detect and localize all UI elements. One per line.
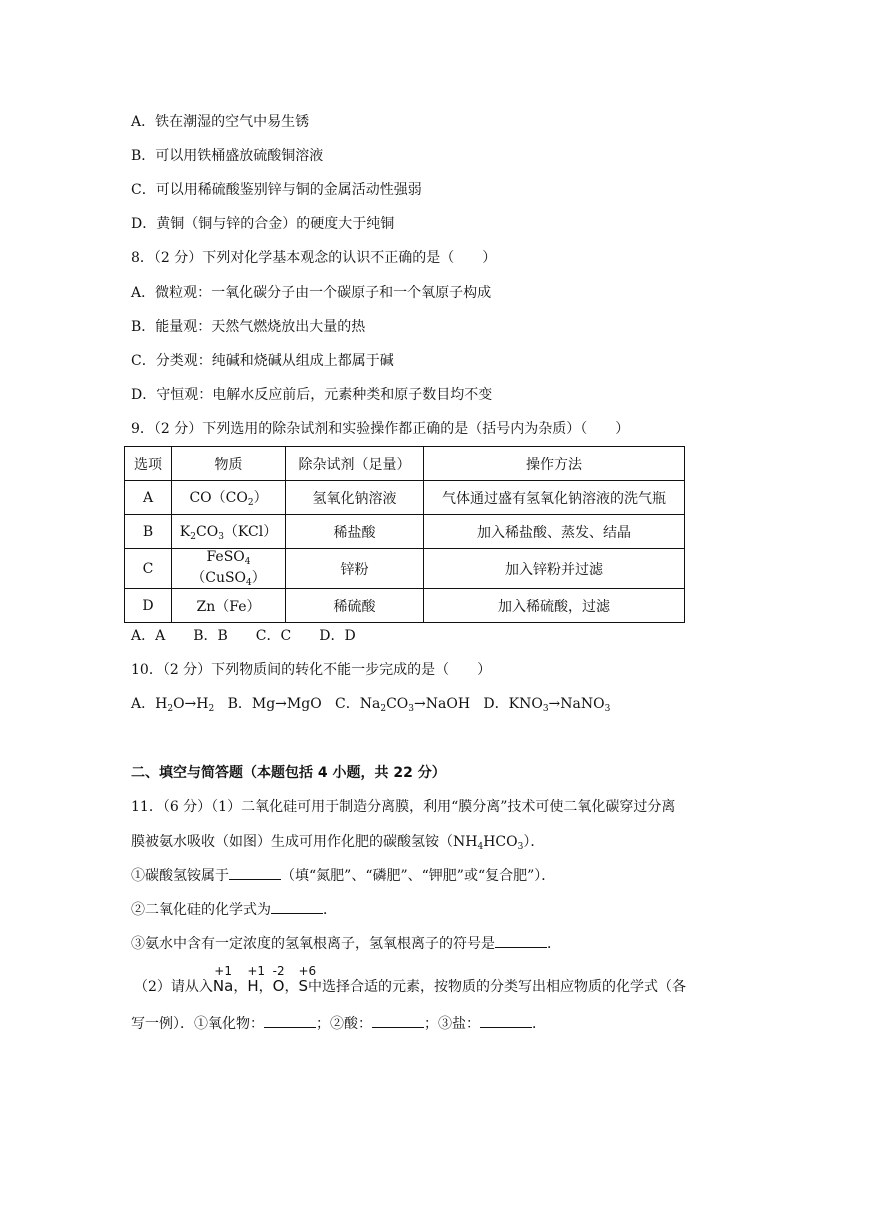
q11-line1: 11．（6 分）（1）二氧化硅可用于制造分离膜，利用“膜分离”技术可使二氧化碳穿过分离 — [131, 799, 676, 815]
table-row — [125, 515, 685, 549]
table-row — [125, 589, 685, 623]
q11-sub1: ①碳酸氢铵属于 （填“氮肥”、“磷肥”、“钾肥”或“复合肥”）． — [131, 868, 556, 884]
q10-stem: 10．（2 分）下列物质间的转化不能一步完成的是（ ） — [131, 662, 492, 678]
q11-part2-answers: 写一例）．①氧化物： ；②酸： ；③盐： ． — [131, 1016, 546, 1032]
q8-option-a: A．微粒观：一氧化碳分子由一个碳原子和一个氧原子构成 — [131, 285, 492, 301]
q10-option-b: B．Mg→MgO — [227, 696, 322, 712]
header-reagent: 除杂试剂（足量） — [286, 447, 424, 481]
q8-option-b: B．能量观：天然气燃烧放出大量的热 — [131, 319, 366, 335]
table-row — [125, 481, 685, 515]
answer-blank[interactable] — [264, 1015, 316, 1028]
row-substance: $K_2CO_3(KCl)$ — [172, 515, 286, 549]
row-reagent: 稀硫酸 — [286, 589, 424, 623]
q9-stem: 9．（2 分）下列选用的除杂试剂和实验操作都正确的是（括号内为杂质）（ ） — [131, 421, 630, 437]
row-method: 加入稀硫酸，过滤 — [424, 589, 685, 623]
answer-blank[interactable] — [229, 867, 281, 880]
element-o: -2 O — [272, 964, 285, 995]
q10-option-d: D．$KNO_3\to NaNO_3$ — [483, 696, 611, 714]
q10-option-c: C．$Na_2CO_3\to NaOH$ — [335, 696, 471, 714]
row-reagent: 稀盐酸 — [286, 515, 424, 549]
q7-option-a: A．铁在潮湿的空气中易生锈 — [131, 114, 310, 130]
answer-blank[interactable] — [495, 935, 547, 948]
row-option: C — [125, 549, 172, 589]
element-s: +6 S — [298, 964, 317, 995]
q8-option-c: C．分类观：纯碱和烧碱从组成上都属于碱 — [131, 353, 394, 369]
header-substance: 物质 — [172, 447, 286, 481]
row-substance: $CO(CO_2)$ — [172, 481, 286, 515]
row-method: 加入锌粉并过滤 — [424, 549, 685, 589]
q8-stem: 8．（2 分）下列对化学基本观念的认识不正确的是（ ） — [131, 250, 497, 266]
table-row — [125, 549, 685, 589]
row-option: A — [125, 481, 172, 515]
header-method: 操作方法 — [424, 447, 685, 481]
row-substance: Zn（Fe） — [172, 589, 286, 623]
q9-table — [124, 446, 685, 623]
q10-option-a: A．$H_2O\to H_2$ — [131, 696, 215, 714]
section-heading: 二、填空与简答题（本题包括 4 小题，共 22 分） — [131, 765, 446, 781]
q11-sub2: ②二氧化硅的化学式为 ． — [131, 902, 337, 918]
q10-options — [131, 695, 610, 718]
q11-sub3: ③氨水中含有一定浓度的氢氧根离子，氢氧根离子的符号是 ． — [131, 936, 561, 952]
element-h: +1 H — [247, 964, 266, 995]
q11-part2: （2）请从入 +1 Na， +1 H， -2 O， +6 S中选择合适的元素，按物质的分类写出相应物质的化学式（各 — [134, 964, 686, 995]
q11-line2: 膜被氨水吸收（如图）生成可用作化肥的碳酸氢铵$(NH_4HCO_3)$． — [131, 834, 545, 852]
row-reagent: 氢氧化钠溶液 — [286, 481, 424, 515]
row-method: 气体通过盛有氢氧化钠溶液的洗气瓶 — [424, 481, 685, 515]
table-header-row — [125, 447, 685, 481]
header-option: 选项 — [125, 447, 172, 481]
q9-answers: A．A B．B C．C D．D — [131, 628, 356, 644]
q7-option-c: C．可以用稀硫酸鉴别锌与铜的金属活动性强弱 — [131, 182, 422, 198]
q8-option-d: D．守恒观：电解水反应前后，元素种类和原子数目均不变 — [131, 387, 493, 403]
q7-option-d: D．黄铜（铜与锌的合金）的硬度大于纯铜 — [131, 216, 395, 232]
row-option: D — [125, 589, 172, 623]
row-method: 加入稀盐酸、蒸发、结晶 — [424, 515, 685, 549]
element-na: +1 Na — [212, 964, 234, 995]
row-reagent: 锌粉 — [286, 549, 424, 589]
row-substance: FeSO$_4$（CuSO$_4$） — [172, 549, 286, 589]
q7-option-b: B．可以用铁桶盛放硫酸铜溶液 — [131, 148, 324, 164]
answer-blank[interactable] — [271, 901, 323, 914]
row-option: B — [125, 515, 172, 549]
answer-blank[interactable] — [372, 1015, 424, 1028]
answer-blank[interactable] — [480, 1015, 532, 1028]
